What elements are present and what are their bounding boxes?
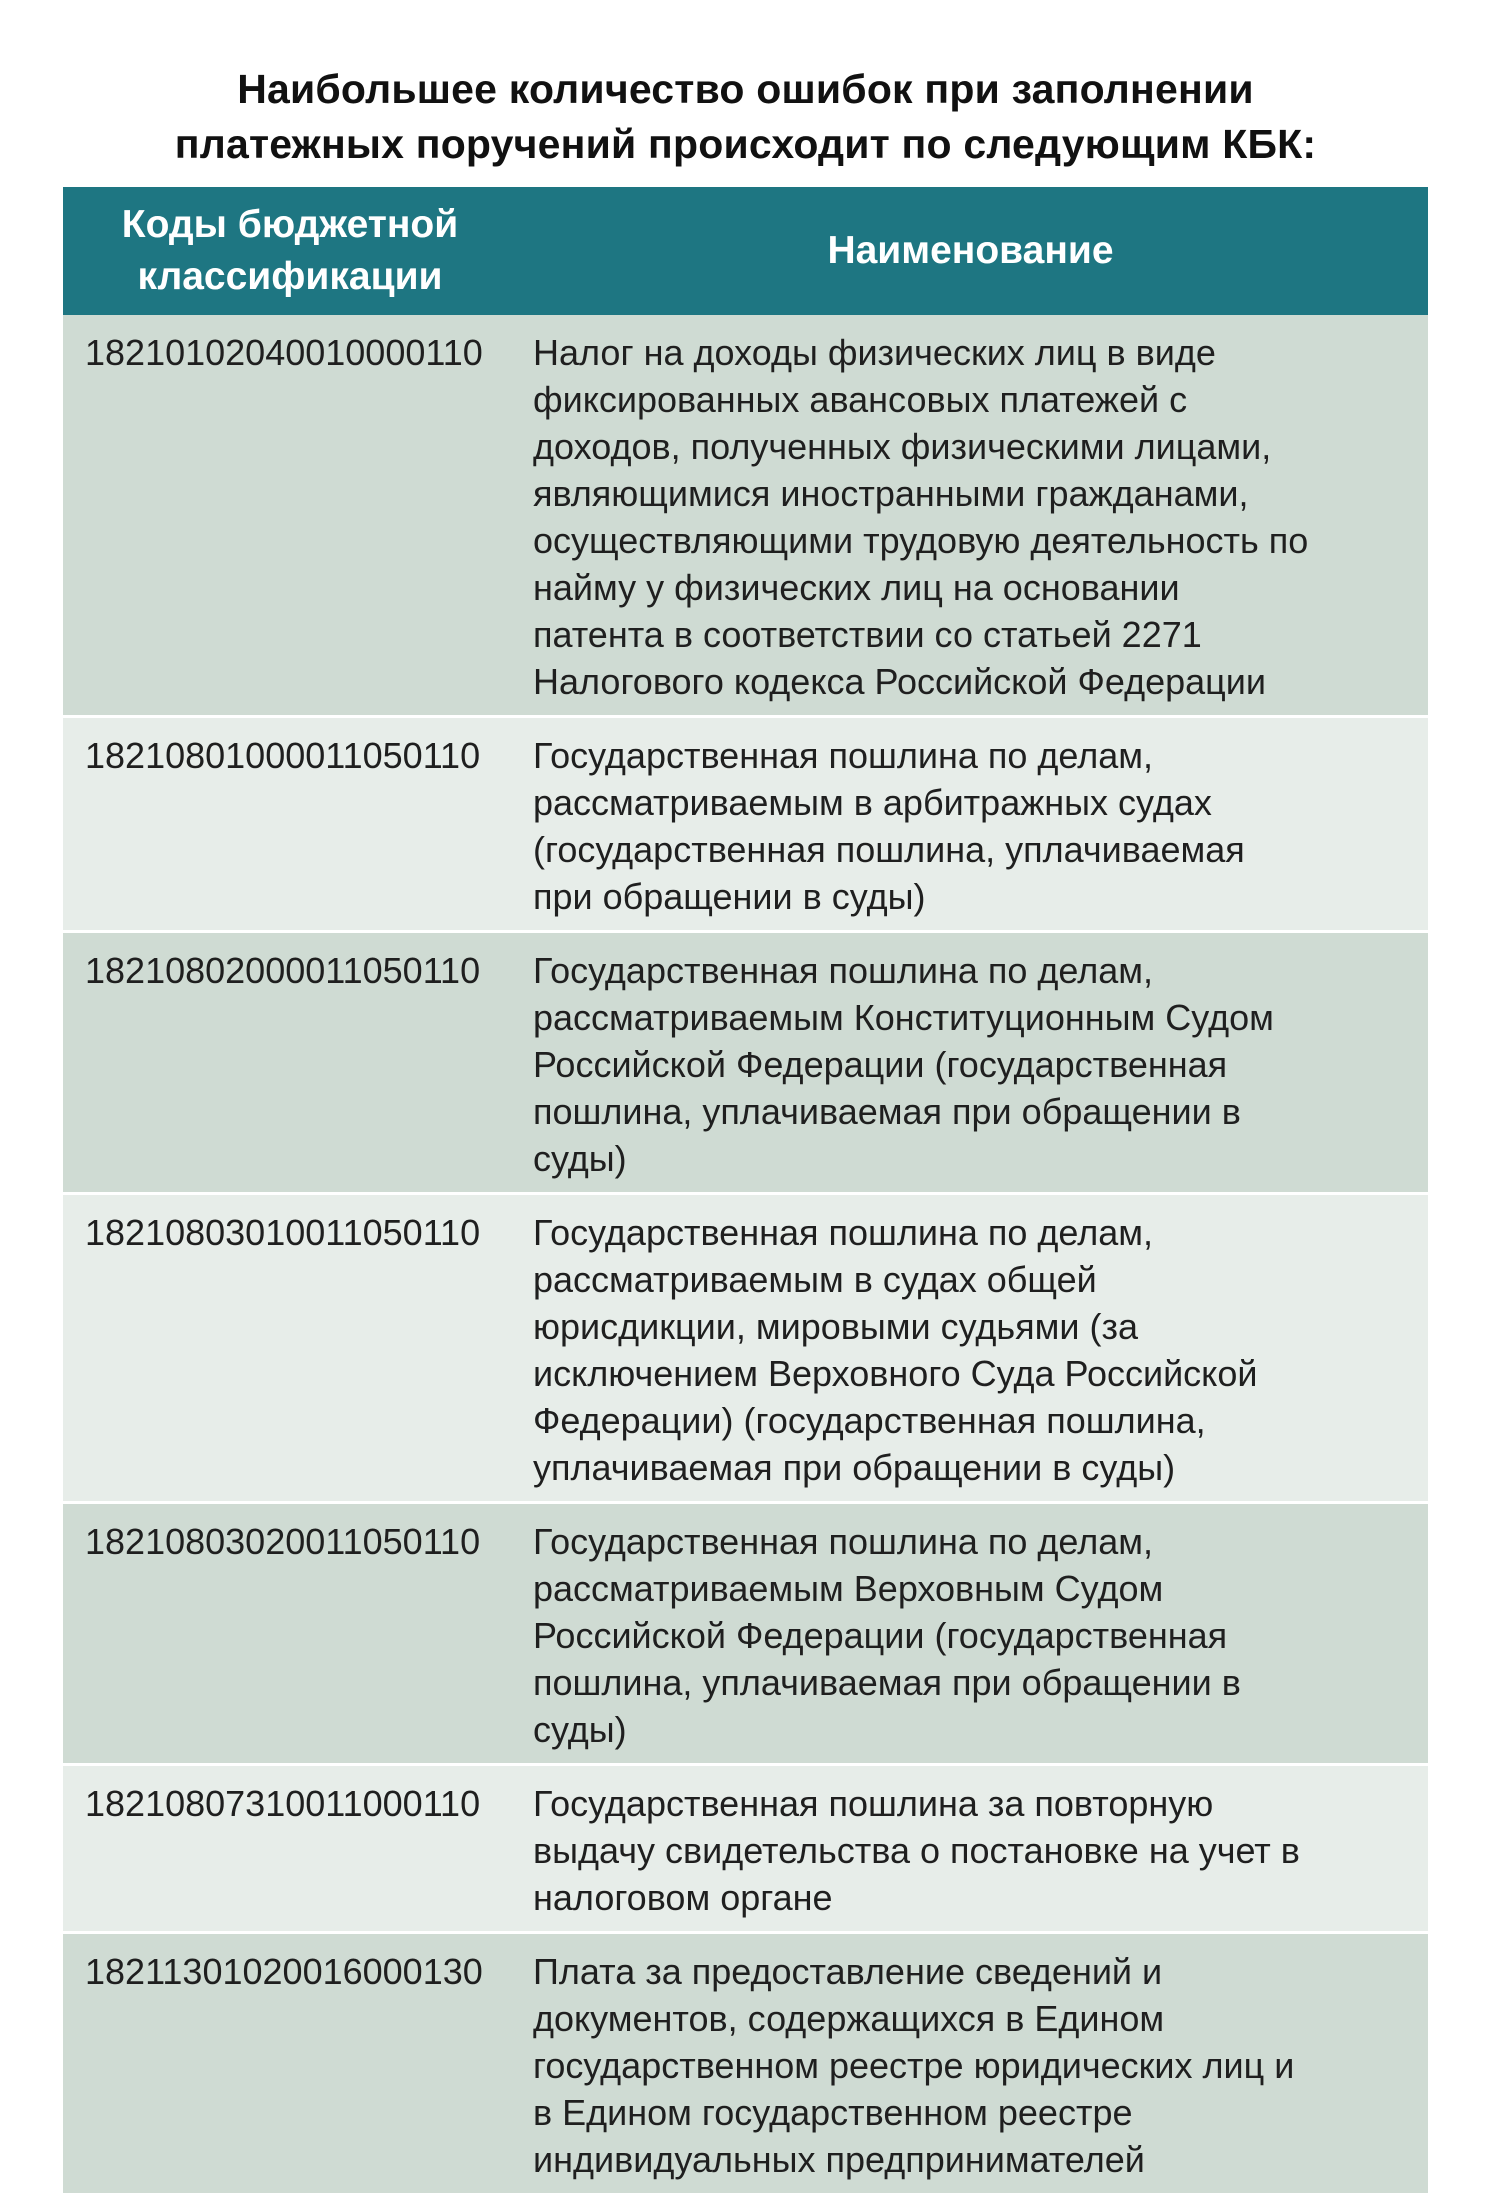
kbk-name-line: выдачу свидетельства о постановке на учет в: [533, 1830, 1300, 1871]
kbk-name-line: рассматриваемым в судах общей: [533, 1259, 1097, 1300]
kbk-name-line: Налог на доходы физических лиц в виде: [533, 332, 1216, 373]
kbk-name-line: осуществляющими трудовую деятельность по: [533, 520, 1309, 561]
kbk-name-line: государственном реестре юридических лиц и: [533, 2045, 1295, 2086]
table-row: [63, 315, 1428, 717]
kbk-name: [513, 1765, 1428, 1933]
table-body: [63, 315, 1428, 2195]
kbk-name-line: пошлина, уплачиваемая при обращении в: [533, 1662, 1241, 1703]
page-title-line: платежных поручений происходит по следующим КБК:: [174, 121, 1317, 167]
kbk-name-line: налоговом органе: [533, 1877, 833, 1918]
kbk-name: [513, 315, 1428, 717]
kbk-name-line: Российской Федерации (государственная: [533, 1044, 1228, 1085]
kbk-code: 18210803020011050110: [63, 1503, 513, 1765]
table-row: [63, 1933, 1428, 2195]
kbk-name: [513, 1503, 1428, 1765]
kbk-code: 18210807310011000110: [63, 1765, 513, 1933]
kbk-name-line: патента в соответствии со статьей 2271: [533, 614, 1202, 655]
kbk-name-line: исключением Верховного Суда Российской: [533, 1353, 1258, 1394]
kbk-name-line: рассматриваемым в арбитражных судах: [533, 782, 1212, 823]
kbk-name-line: найму у физических лиц на основании: [533, 567, 1180, 608]
kbk-name-line: Налогового кодекса Российской Федерации: [533, 661, 1266, 702]
table-row: [63, 1503, 1428, 1765]
kbk-name-line: Российской Федерации (государственная: [533, 1615, 1228, 1656]
table-row: [63, 1765, 1428, 1933]
table-row: [63, 932, 1428, 1194]
table-header-row: [63, 187, 1428, 315]
header-codes-line: классификации: [137, 255, 443, 298]
kbk-name-line: уплачиваемая при обращении в суды): [533, 1447, 1176, 1488]
page-title-line: Наибольшее количество ошибок при заполнении: [237, 66, 1254, 112]
kbk-name-line: Государственная пошлина по делам,: [533, 735, 1154, 776]
kbk-name-line: суды): [533, 1709, 627, 1750]
kbk-code: 18210801000011050110: [63, 717, 513, 932]
page-title: [63, 62, 1428, 172]
kbk-name-line: документов, содержащихся в Едином: [533, 1998, 1165, 2039]
kbk-name-line: суды): [533, 1138, 627, 1179]
kbk-name: [513, 1933, 1428, 2195]
kbk-name-line: юрисдикции, мировыми судьями (за: [533, 1306, 1139, 1347]
kbk-name: [513, 932, 1428, 1194]
kbk-code: 18210803010011050110: [63, 1194, 513, 1503]
kbk-name-line: Государственная пошлина за повторную: [533, 1783, 1214, 1824]
kbk-code: 18211301020016000130: [63, 1933, 513, 2195]
kbk-name-line: Плата за предоставление сведений и: [533, 1951, 1163, 1992]
kbk-name: [513, 1194, 1428, 1503]
kbk-code: 18210802000011050110: [63, 932, 513, 1194]
kbk-name-line: индивидуальных предпринимателей: [533, 2139, 1145, 2180]
kbk-name-line: Государственная пошлина по делам,: [533, 1212, 1154, 1253]
kbk-name-line: рассматриваемым Конституционным Судом: [533, 997, 1274, 1038]
table-row: [63, 1194, 1428, 1503]
header-codes: [63, 187, 513, 315]
header-name: Наименование: [513, 187, 1428, 315]
header-codes-line: Коды бюджетной: [121, 203, 459, 246]
kbk-name-line: фиксированных авансовых платежей с: [533, 379, 1188, 420]
kbk-name-line: при обращении в суды): [533, 876, 926, 917]
kbk-name-line: доходов, полученных физическими лицами,: [533, 426, 1272, 467]
table-row: [63, 717, 1428, 932]
kbk-code: 18210102040010000110: [63, 315, 513, 717]
kbk-name-line: пошлина, уплачиваемая при обращении в: [533, 1091, 1241, 1132]
kbk-name: [513, 717, 1428, 932]
kbk-name-line: Федерации) (государственная пошлина,: [533, 1400, 1206, 1441]
kbk-name-line: являющимися иностранными гражданами,: [533, 473, 1249, 514]
kbk-table: [63, 187, 1428, 2196]
kbk-name-line: рассматриваемым Верховным Судом: [533, 1568, 1164, 1609]
kbk-name-line: Государственная пошлина по делам,: [533, 950, 1154, 991]
kbk-name-line: Государственная пошлина по делам,: [533, 1521, 1154, 1562]
kbk-name-line: в Едином государственном реестре: [533, 2092, 1133, 2133]
kbk-name-line: (государственная пошлина, уплачиваемая: [533, 829, 1245, 870]
